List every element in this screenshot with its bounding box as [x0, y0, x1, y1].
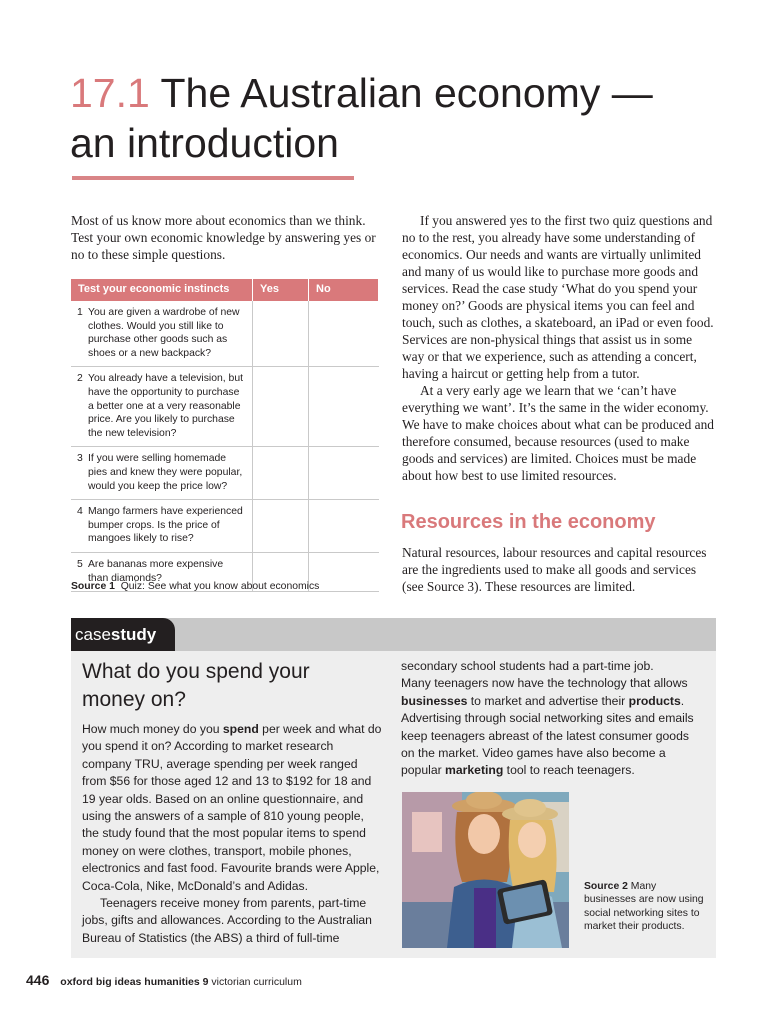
quiz-header-row: [71, 279, 379, 301]
yes-answer-cell[interactable]: [253, 500, 309, 553]
keyword-marketing: marketing: [445, 763, 504, 778]
case-study-paragraph-part-time: secondary school students had a part-time job.: [401, 659, 654, 673]
case-study-title-line-2: money on?: [82, 688, 186, 711]
no-answer-cell[interactable]: [309, 301, 379, 367]
quiz-header-question: Test your economic instincts: [71, 279, 253, 301]
paragraph-quiz-answers: If you answered yes to the first two quiz questions and no to the rest, you already have some understanding of economics. Our needs and wants are virtually unlimited and many of us would like to purchase more goods and services. Read the case study ‘What do you spend your money on?’ Goods are physical items you can feel and touch, such as clothes, a skateboard, an iPad or even food. Services are non-physical things that assist us in some way or that we experience, such as attending a concert, having a haircut or getting help from a tutor.: [402, 213, 714, 381]
question-number: 5: [77, 558, 83, 570]
source-2-text: Many businesses are now using social networking sites to market their products.: [584, 881, 704, 933]
quiz-row: [71, 500, 379, 553]
case-study-tab: [71, 618, 175, 651]
question-text: If you were selling homemade pies and knew they were popular, would you keep the price low?: [88, 453, 243, 492]
keyword-products: products: [628, 693, 681, 708]
resources-heading: Resources in the economy: [401, 511, 656, 533]
quiz-header-no: No: [309, 279, 379, 301]
intro-paragraph: Most of us know more about economics than we think. Test your own economic knowledge by answering yes or no to these simple questions.: [71, 213, 376, 262]
source-2-caption: [584, 880, 709, 934]
resources-paragraph: Natural resources, labour resources and capital resources are the ingredients used to make all goods and services (see Source 3). These resources are limited.: [402, 545, 707, 594]
source-1-label: Source 1: [71, 581, 115, 592]
case-study-header-bar: [71, 618, 716, 651]
source-2-label: Source 2: [584, 881, 628, 892]
title-line-2: an introduction: [70, 120, 339, 166]
case-study-paragraph-spending: How much money do you spend per week and what do you spend it on? According to market research company TRU, average spending per week ranged from $56 for those aged 12 and 13 to $192 for 18 and 19 year olds. Based on an online questionnaire, and using the answers of a sample of 810 young people, the study found that the most popular items to spend money on were clothes, transport, mobile phones, electronics and fast food. Favourite brands were Apple, Coca-Cola, Nike, McDonald’s and Adidas.: [82, 722, 382, 893]
page-title: [70, 68, 710, 168]
source-1-text: Quiz: See what you know about economics: [120, 581, 320, 592]
quiz-header-yes: Yes: [253, 279, 309, 301]
yes-answer-cell[interactable]: [253, 447, 309, 500]
question-number: 3: [77, 453, 83, 465]
teenagers-selfie-photo: [402, 792, 569, 948]
title-line-1: The Australian economy —: [160, 70, 653, 116]
keyword-spend: spend: [222, 722, 259, 736]
case-study-paragraph-income: Teenagers receive money from parents, part-time jobs, gifts and allowances. According to the Australian Bureau of Statistics (the ABS) a third of full-time: [82, 896, 372, 945]
case-study-title-line-1: What do you spend your: [82, 660, 310, 683]
case-study-title: [82, 658, 382, 714]
question-number: 4: [77, 506, 83, 518]
yes-answer-cell[interactable]: [253, 367, 309, 447]
question-text: Mango farmers have experienced bumper crops. Is the price of mangoes likely to rise?: [88, 506, 243, 545]
case-study-right-column: [401, 658, 705, 780]
title-underline: [72, 176, 354, 180]
yes-answer-cell[interactable]: [253, 301, 309, 367]
no-answer-cell[interactable]: [309, 500, 379, 553]
case-study-tab-light: case: [75, 625, 111, 644]
curriculum-label: victorian curriculum: [211, 976, 302, 988]
keyword-businesses: businesses: [401, 693, 468, 708]
question-text: You are given a wardrobe of new clothes. Would you still like to purchase other goods such as shoes or a new backpack?: [88, 307, 240, 359]
section-number: 17.1: [70, 70, 150, 116]
case-study-box: [71, 618, 716, 958]
no-answer-cell[interactable]: [309, 447, 379, 500]
quiz-row: [71, 447, 379, 500]
source-1-caption: [71, 581, 319, 592]
page-number: 446: [26, 972, 50, 988]
case-study-tab-bold: study: [110, 625, 157, 644]
right-column-text: [402, 212, 716, 484]
quiz-row: [71, 301, 379, 367]
paragraph-limited-resources: At a very early age we learn that we ‘can’t have everything we want’. It’s the same in the wider economy. We have to make choices about what can be produced and therefore consumed, because resources (used to make goods and services) are limited. Choices must be made about how best to use limited resources.: [402, 383, 714, 483]
question-number: 2: [77, 373, 83, 385]
question-text: You already have a television, but have the opportunity to purchase a better one at a very reasonable price. Are you likely to purchase the new television?: [88, 373, 244, 439]
case-study-paragraph-marketing: Many teenagers now have the technology that allows businesses to market and advertise their products. Advertising through social networking sites and emails keep teenagers abreast of the latest consumer goods on the market. Video games have also become a popular marketing tool to reach teenagers.: [401, 676, 694, 778]
quiz-table: [71, 279, 379, 592]
question-number: 1: [77, 307, 83, 318]
book-title: oxford big ideas humanities 9: [60, 976, 209, 988]
quiz-row: [71, 367, 379, 447]
case-study-left-column: [82, 721, 384, 947]
page-footer: [26, 972, 302, 988]
question-text: Are bananas more expensive than diamonds?: [88, 558, 224, 584]
no-answer-cell[interactable]: [309, 367, 379, 447]
